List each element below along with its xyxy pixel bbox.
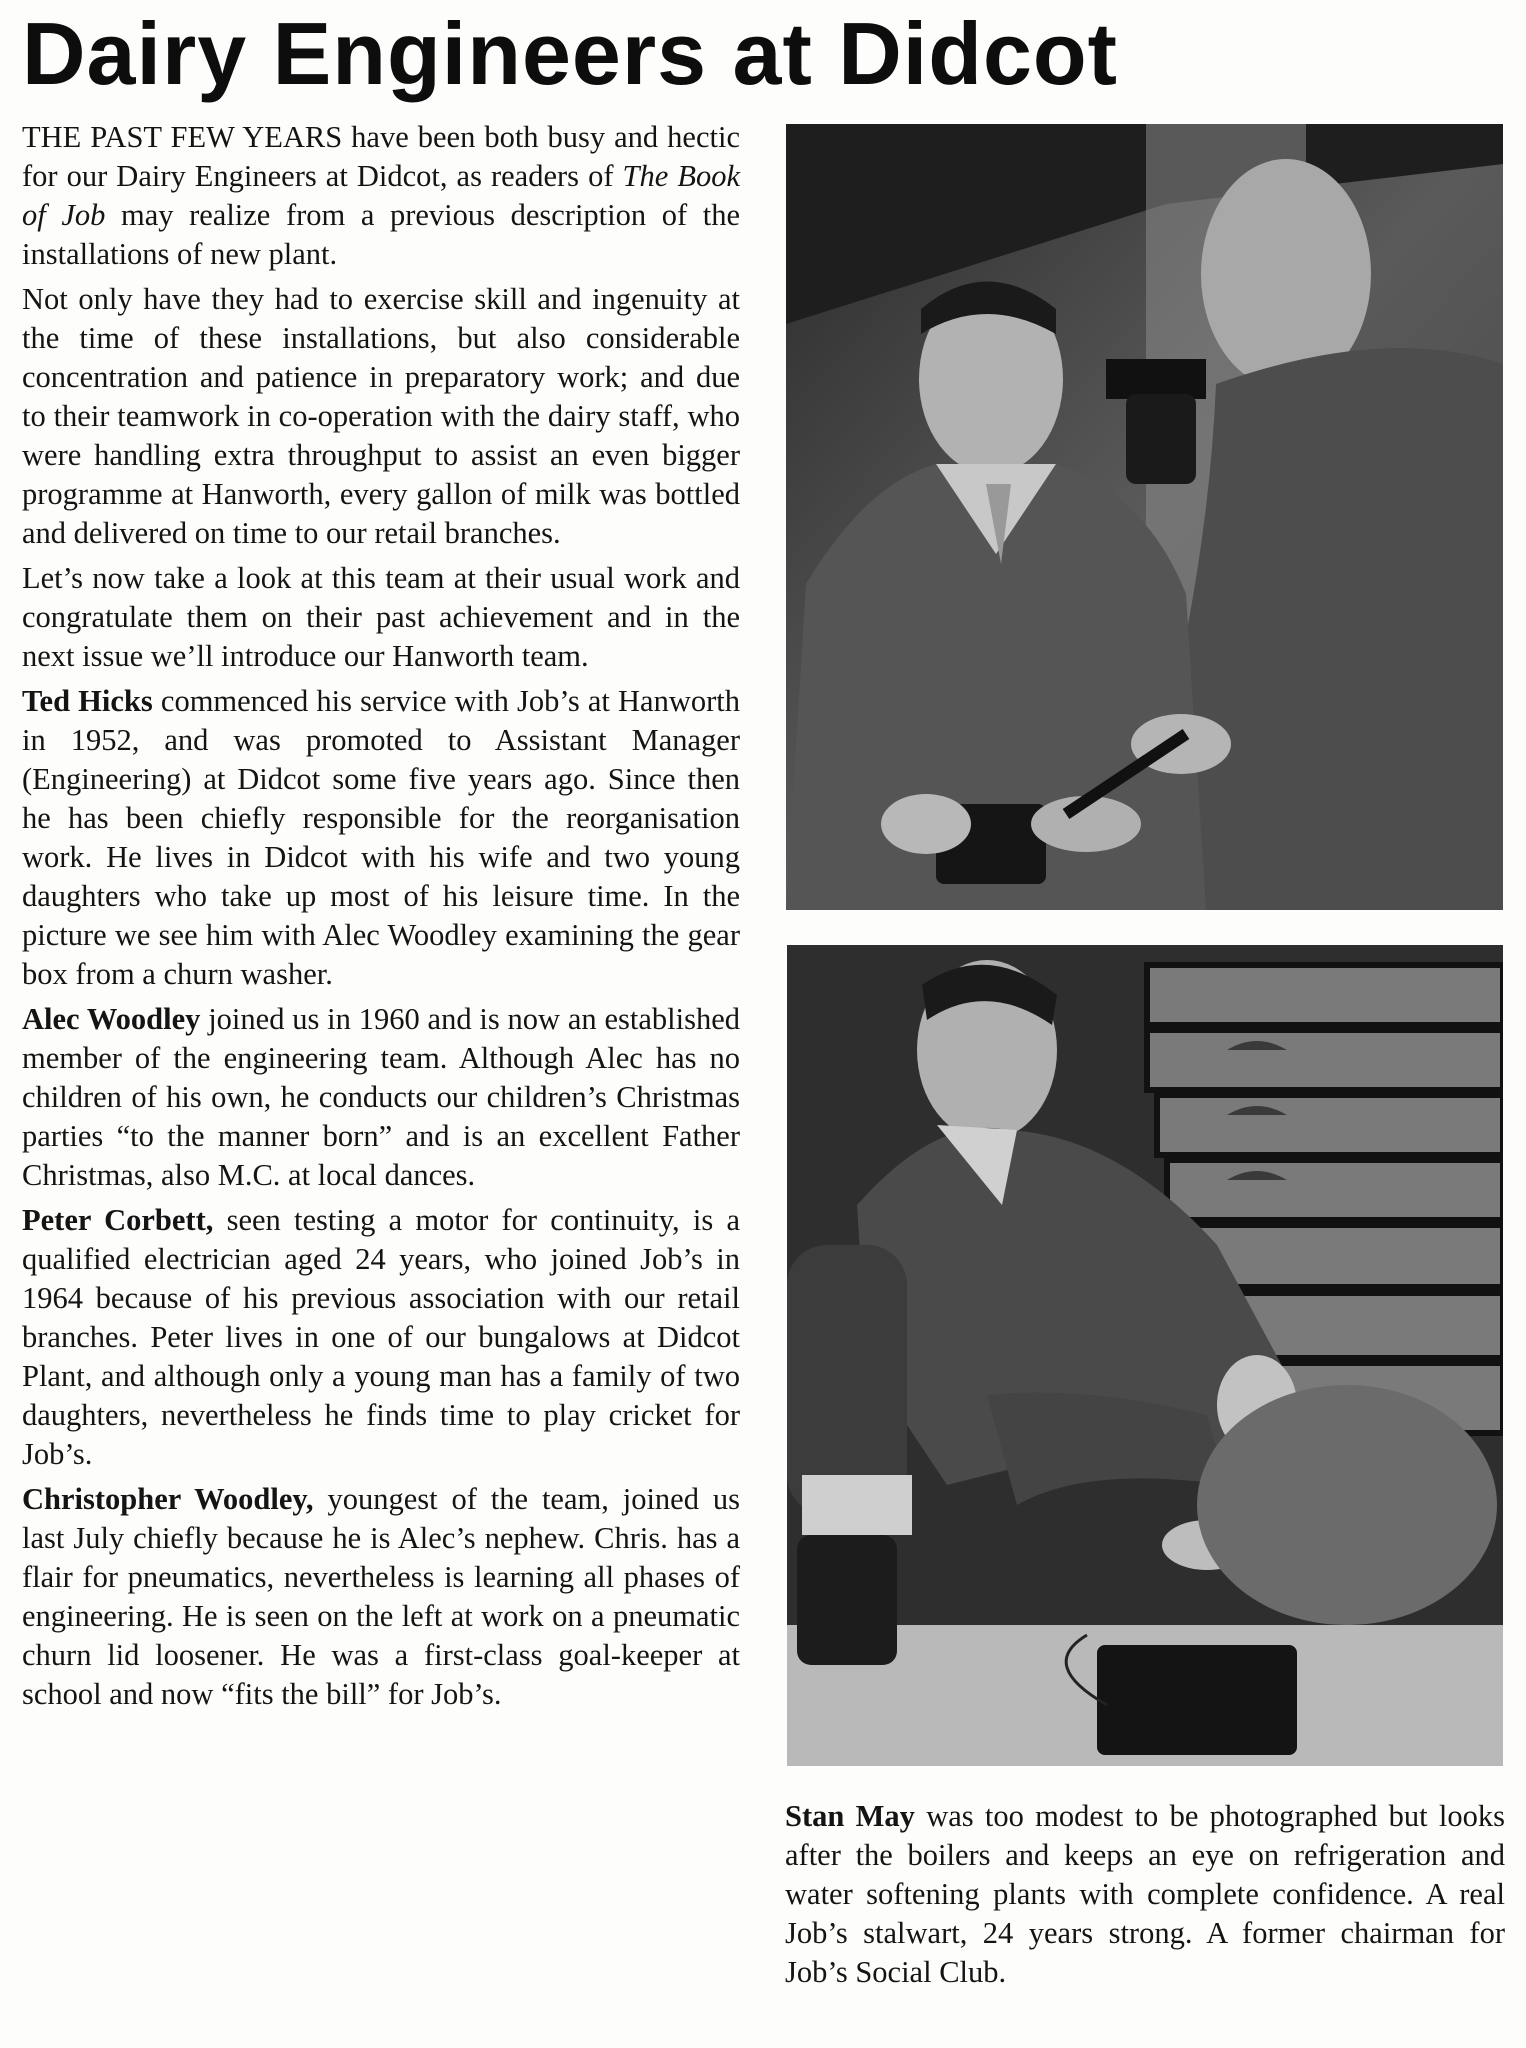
right-column bbox=[785, 1797, 1505, 1992]
article-title: Dairy Engineers at Didcot bbox=[22, 4, 1118, 103]
profile-ted-hicks: Ted Hicks commenced his service with Job’s at Hanworth in 1952, and was promoted to Assistant Manager (Engineering) at Didcot some five years ago. Since then he has been chiefly responsible for the reorganisation work. He lives in Didcot with his wife and two young daughters who take up most of his leisure time. In the picture we see him with Alec Woodley examining the gear box from a churn washer. bbox=[22, 684, 740, 991]
photo-peter-corbett bbox=[787, 945, 1503, 1766]
intro-paragraph: THE PAST FEW YEARS have been both busy and hectic for our Dairy Engineers at Didcot, as readers of The Book of Job may realize from a previous description of the installations of new plant. bbox=[22, 120, 740, 271]
photo-image bbox=[787, 945, 1503, 1766]
profile-name: Ted Hicks bbox=[22, 684, 153, 718]
profile-name: Alec Woodley bbox=[22, 1002, 201, 1036]
profile-peter-corbett: Peter Corbett, seen testing a motor for continuity, is a qualified electrician aged 24 years, who joined Job’s in 1964 because of his previous association with our retail branches. Peter lives in one of our bungalows at Didcot Plant, and although only a young man has a family of two daughters, nevertheless he finds time to play cricket for Job’s. bbox=[22, 1203, 741, 1471]
profile-name: Christopher Woodley, bbox=[22, 1482, 314, 1516]
profile-name: Peter Corbett, bbox=[22, 1203, 214, 1237]
photo-image bbox=[786, 124, 1503, 910]
body-paragraph: Not only have they had to exercise skill and ingenuity at the time of these installations, but also considerable concentration and patience in preparatory work; and due to their teamwork in co-operation with the dairy staff, who were handling extra throughput to assist an even bigger programme at Hanworth, every gallon of milk was bottled and delivered on time to our retail branches. bbox=[22, 282, 740, 550]
profile-stan-may: Stan May was too modest to be photographed but looks after the boilers and keeps an eye on refrigeration and water softening plants with complete confidence. A real Job’s stalwart, 24 years strong. A former chairman for Job’s Social Club. bbox=[785, 1799, 1505, 1989]
profile-alec-woodley: Alec Woodley joined us in 1960 and is now an established member of the engineering team. Although Alec has no children of his own, he conducts our children’s Christmas parties “to the manner born” and is an excellent Father Christmas, also M.C. at local dances. bbox=[22, 1002, 740, 1192]
profile-christopher-woodley: Christopher Woodley, youngest of the team, joined us last July chiefly because he is Alec’s nephew. Chris. has a flair for pneumatics, nevertheless is learning all phases of engineering. He is seen on the left at work on a pneumatic churn lid loosener. He was a first-class goal-keeper at school and now “fits the bill” for Job’s. bbox=[22, 1482, 740, 1711]
photo-ted-hicks-alec-woodley bbox=[786, 124, 1503, 910]
body-paragraph: Let’s now take a look at this team at their usual work and congratulate them on their past achievement and in the next issue we’ll introduce our Hanworth team. bbox=[22, 561, 740, 673]
publication-title: The Book of Job bbox=[22, 159, 740, 232]
left-column bbox=[22, 118, 740, 1720]
intro-lead-caps: THE PAST FEW YEARS bbox=[22, 120, 343, 154]
profile-name: Stan May bbox=[785, 1799, 915, 1833]
